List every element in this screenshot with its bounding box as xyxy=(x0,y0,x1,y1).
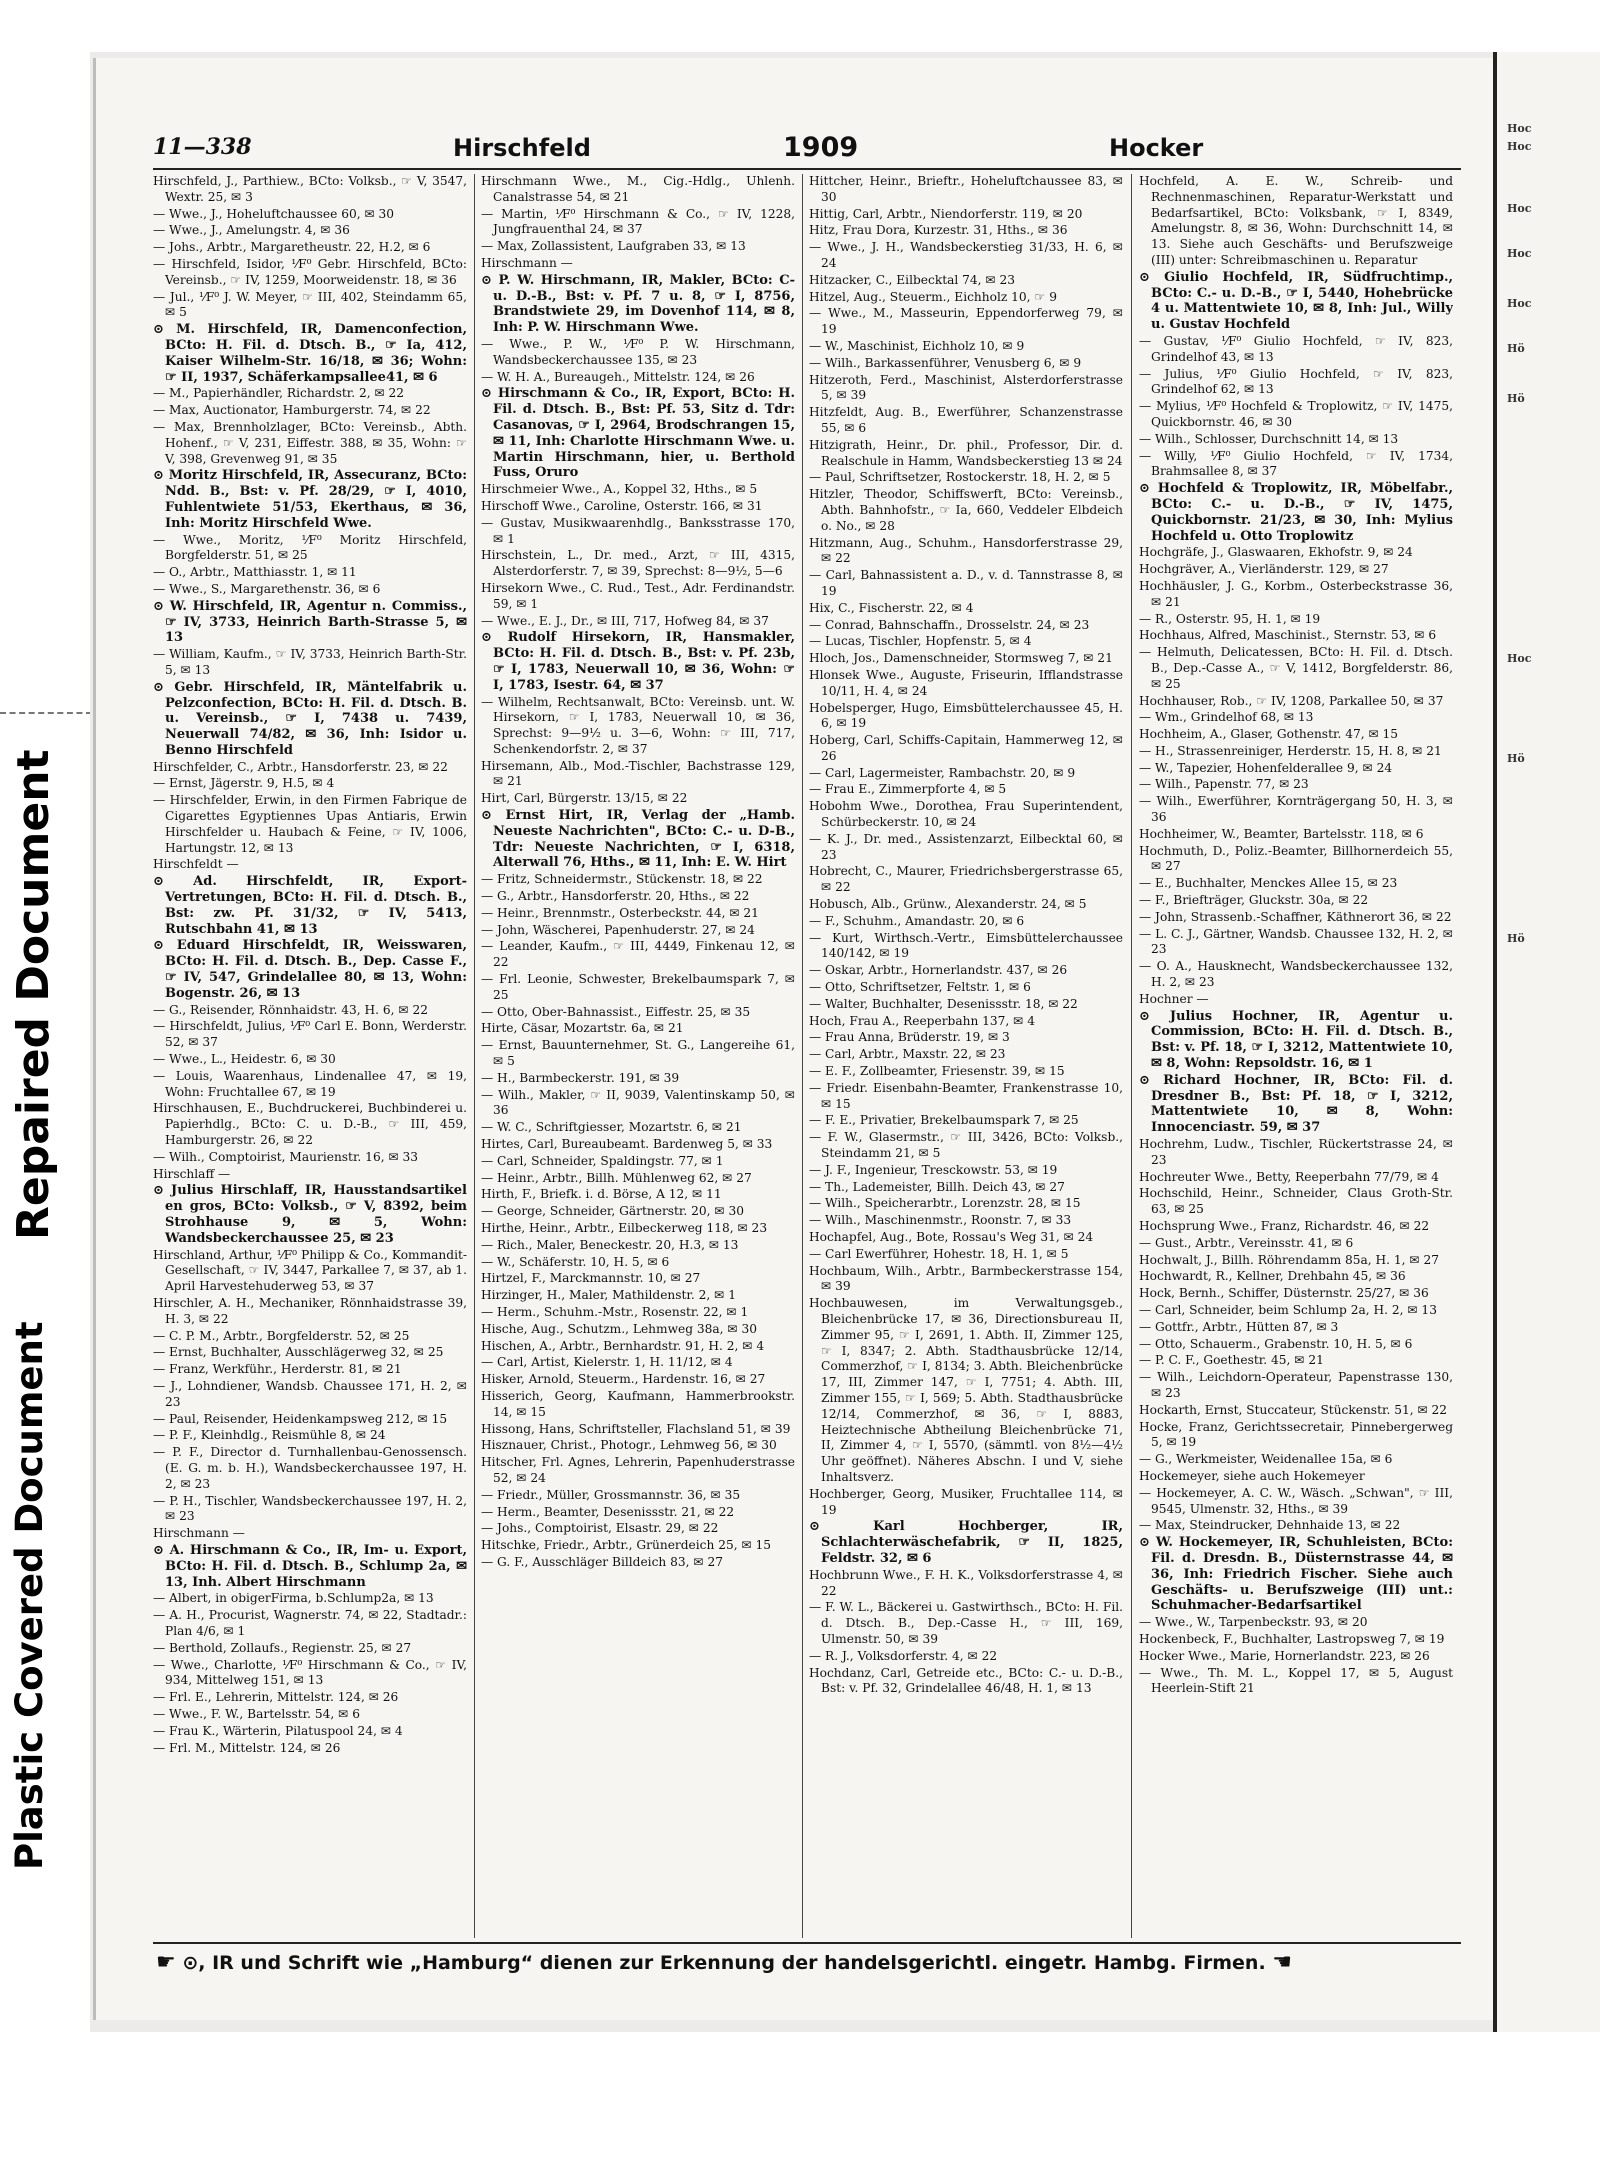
directory-entry: — G., Arbtr., Hansdorferstr. 20, Hths., ✉ 22 xyxy=(481,889,750,904)
directory-entry: — Frau K., Wärterin, Pilatuspool 24, ✉ 4 xyxy=(153,1723,403,1738)
directory-entry: — Max, Auctionator, Hamburgerstr. 74, ✉ 22 xyxy=(153,403,431,418)
directory-entry: — Berthold, Zollaufs., Regienstr. 25, ✉ 27 xyxy=(153,1640,412,1655)
adjacent-page-fragment: Hoc xyxy=(1507,202,1532,215)
directory-entry: — Lucas, Tischler, Hopfenstr. 5, ✉ 4 xyxy=(809,634,1032,649)
directory-entry: — J. F., Ingenieur, Tresckowstr. 53, ✉ 19 xyxy=(809,1162,1058,1177)
directory-entry: Hobusch, Alb., Grünw., Alexanderstr. 24, ✉ 5 xyxy=(809,897,1087,912)
directory-entry: Hochapfel, Aug., Bote, Rossau's Weg 31, ✉ 24 xyxy=(809,1230,1094,1244)
directory-entry: — Carl, Schneider, beim Schlump 2a, H. 2, ✉ 13 xyxy=(1139,1302,1437,1317)
directory-entry: Hochbaum, Wilh., Arbtr., Barmbeckerstrasse 154, ✉ 39 xyxy=(809,1263,1123,1294)
directory-entry: — John, Strassenb.-Schaffner, Käthnerort 36, ✉ 22 xyxy=(1139,909,1452,924)
directory-entry: Hisznauer, Christ., Photogr., Lehmweg 56, ✉ 30 xyxy=(481,1438,777,1453)
column-4 xyxy=(1139,174,1453,1938)
directory-entry: Hittig, Carl, Arbtr., Niendorferstr. 119, ✉ 20 xyxy=(809,206,1083,221)
firm-entry: ⊙ W. Hockemeyer, IR, Schuhleisten, BCto: Fil. d. Dresdn. B., Düsternstrasse 44, ✉ 36, Inh: Friedrich Fischer. Siehe auch Geschäfts- u. Berufszweige (III) unt.: Schuhmacher-Bedarfsartikel xyxy=(1139,1535,1453,1614)
directory-entry: Hlonsek Wwe., Auguste, Friseurin, Ifflandstrasse 10/11, H. 4, ✉ 24 xyxy=(809,667,1123,698)
directory-entry: — Friedr., Müller, Grossmannstr. 36, ✉ 35 xyxy=(481,1487,741,1502)
firm-entry: ⊙ M. Hirschfeld, IR, Damenconfection, BCto: H. Fil. d. Dtsch. B., ☞ Ia, 412, Kaiser Wilhelm-Str. 16/18, ✉ 36; Wohn: ☞ II, 1937, Schäferkampsallee41, ✉ 6 xyxy=(153,322,467,385)
adjacent-page-fragment: Hoc xyxy=(1507,122,1532,135)
directory-entry: Hochschild, Heinr., Schneider, Claus Groth-Str. 63, ✉ 25 xyxy=(1139,1186,1453,1217)
directory-entry: — Kurt, Wirthsch.-Vertr., Eimsbüttelerchaussee 140/142, ✉ 19 xyxy=(809,930,1123,961)
directory-entry: Hobohm Wwe., Dorothea, Frau Superintendent, Schürbeckerstr. 10, ✉ 24 xyxy=(809,799,1123,830)
footer-rule xyxy=(153,1942,1461,1944)
directory-entry: Hochbauwesen, im Verwaltungsgeb., Bleichenbrücke 17, ✉ 36, Directionsbureau II, Zimmer 95, ☞ I, 2691, 1. Abth. II, Zimmer 125, ☞ I, 8347; 2. Abth. Stadthausbrücke 12/14, Commerzhof, ☞ I, 8134; 3. Abth. Bleichenbrücke 17, III, Zimmer 147, ☞ I, 7751; 4. Abth. III, Zimmer 155, ☞ I, 569; 5. Abth. Stadthausbrücke 12/14, Commerzhof, ✉ 36, ☞ I, 8883, Heiztechnische Abtheilung Bleichenbrücke 71, II, Zimmer 4, ☞ I, 5570, (sämmtl. von 8½—4½ Uhr geöffnet). Näheres Abschn. I und V, siehe Inhaltsverz. xyxy=(809,1296,1123,1484)
directory-entry: Hitz, Frau Dora, Kurzestr. 31, Hths., ✉ 36 xyxy=(809,223,1068,238)
directory-entry: — Carl Ewerführer, Hohestr. 18, H. 1, ✉ 5 xyxy=(809,1246,1069,1261)
directory-entry: — Wwe., Th. M. L., Koppel 17, ✉ 5, August Heerlein-Stift 21 xyxy=(1139,1665,1453,1696)
adjacent-page-fragment: Hö xyxy=(1507,932,1525,945)
adjacent-page-fragment: Hoc xyxy=(1507,297,1532,310)
plastic-covered-document-label: Plastic Covered Document xyxy=(8,1321,51,1870)
directory-entry: Hirschfeldt — xyxy=(153,857,239,872)
directory-entry: Hochmuth, D., Poliz.-Beamter, Billhornerdeich 55, ✉ 27 xyxy=(1139,843,1453,874)
directory-entry: Hirsekorn Wwe., C. Rud., Test., Adr. Ferdinandstr. 59, ✉ 1 xyxy=(481,580,795,611)
directory-entry: Hitzeroth, Ferd., Maschinist, Alsterdorferstrasse 5, ✉ 39 xyxy=(809,372,1123,403)
directory-entry: Hische, Aug., Schutzm., Lehmweg 38a, ✉ 30 xyxy=(481,1321,758,1336)
directory-entry: — Ernst, Bauunternehmer, St. G., Langereihe 61, ✉ 5 xyxy=(481,1038,795,1069)
directory-entry: — Martin, ⅟F⁰ Hirschmann & Co., ☞ IV, 1228, Jungfrauenthal 24, ✉ 37 xyxy=(481,206,795,237)
adjacent-page-fragment: Hoc xyxy=(1507,247,1532,260)
directory-entry: Hoch, Frau A., Reeperbahn 137, ✉ 4 xyxy=(809,1013,1036,1028)
directory-entry: Hirschfeld, J., Parthiew., BCto: Volksb., ☞ V, 3547, Wextr. 25, ✉ 3 xyxy=(153,174,467,204)
firm-entry: ⊙ Eduard Hirschfeldt, IR, Weisswaren, BCto: H. Fil. d. Dtsch. B., Dep. Casse F., ☞ IV, 547, Grindelallee 80, ✉ 13, Wohn: Bogenstr. 26, ✉ 13 xyxy=(153,938,467,1001)
directory-entry: — Wwe., S., Margarethenstr. 36, ✉ 6 xyxy=(153,581,381,596)
directory-entry: — Wwe., J. H., Wandsbeckerstieg 31/33, H. 6, ✉ 24 xyxy=(809,240,1123,270)
directory-entry: — Wilh., Speicherarbtr., Lorenzstr. 28, ✉ 15 xyxy=(809,1196,1081,1211)
directory-entry: — Otto, Schriftsetzer, Feltstr. 1, ✉ 6 xyxy=(809,980,1031,995)
directory-entry: Hochheimer, W., Beamter, Bartelsstr. 118, ✉ 6 xyxy=(1139,826,1424,841)
directory-entry: — Walter, Buchhalter, Desenissstr. 18, ✉ 22 xyxy=(809,996,1078,1011)
directory-entry: — E., Buchhalter, Menckes Allee 15, ✉ 23 xyxy=(1139,876,1398,891)
firm-entry: ⊙ P. W. Hirschmann, IR, Makler, BCto: C- u. D.-B., Bst: v. Pf. 7 u. 8, ☞ I, 8756, Brandstwiete 29, im Dovenhof 114, ✉ 8, Inh: P. W. Hirschmann Wwe. xyxy=(481,272,795,336)
directory-entry: — Carl, Bahnassistent a. D., v. d. Tannstrasse 8, ✉ 19 xyxy=(809,568,1123,598)
directory-entry: — R., Osterstr. 95, H. 1, ✉ 19 xyxy=(1139,611,1321,626)
directory-entry: Hocke, Franz, Gerichtssecretair, Pinnebergerweg 5, ✉ 19 xyxy=(1139,1419,1453,1450)
directory-entry: Hockemeyer, siehe auch Hokemeyer xyxy=(1139,1468,1365,1483)
directory-entry: Hirsemann, Alb., Mod.-Tischler, Bachstrasse 129, ✉ 21 xyxy=(481,758,795,789)
directory-entry: — Conrad, Bahnschaffn., Drosselstr. 24, ✉ 23 xyxy=(809,617,1090,632)
directory-entry: Hirschmann Wwe., M., Cig.-Hdlg., Uhlenh. Canalstrasse 54, ✉ 21 xyxy=(481,174,795,204)
directory-entry: — G. F., Ausschläger Billdeich 83, ✉ 27 xyxy=(481,1554,723,1569)
directory-entry: Hirschoff Wwe., Caroline, Osterstr. 166, ✉ 31 xyxy=(481,498,763,513)
firm-entry: ⊙ W. Hirschfeld, IR, Agentur n. Commiss., ☞ IV, 3733, Heinrich Barth-Strasse 5, ✉ 13 xyxy=(153,598,467,646)
directory-entry: — J., Lohndiener, Wandsb. Chaussee 171, H. 2, ✉ 23 xyxy=(153,1378,467,1409)
directory-entry: Hobelsperger, Hugo, Eimsbüttelerchaussee 45, H. 6, ✉ 19 xyxy=(809,700,1123,731)
directory-entry: — P. C. F., Goethestr. 45, ✉ 21 xyxy=(1139,1353,1324,1368)
directory-entry: — E. F., Zollbeamter, Friesenstr. 39, ✉ 15 xyxy=(809,1064,1065,1079)
directory-entry: — W. H. A., Bureaugeh., Mittelstr. 124, ✉ 26 xyxy=(481,369,755,384)
last-entry-word: Hocker xyxy=(1109,134,1204,162)
page-footer xyxy=(156,1950,1456,1980)
directory-entry: Hisker, Arnold, Steuerm., Hardenstr. 16, ✉ 27 xyxy=(481,1372,766,1387)
directory-entry: Hitschke, Friedr., Arbtr., Grünerdeich 25, ✉ 15 xyxy=(481,1538,772,1553)
directory-entry: — Ernst, Buchhalter, Ausschlägerweg 32, ✉ 25 xyxy=(153,1345,444,1360)
directory-entry: — Gustav, Musikwaarenhdlg., Banksstrasse 170, ✉ 1 xyxy=(481,515,795,546)
directory-entry: — Frau Anna, Brüderstr. 19, ✉ 3 xyxy=(809,1030,1010,1045)
directory-entry: Hochrehm, Ludw., Tischler, Rückertstrasse 24, ✉ 23 xyxy=(1139,1137,1453,1167)
directory-entry: Hirtes, Carl, Bureaubeamt. Bardenweg 5, ✉ 33 xyxy=(481,1137,773,1152)
directory-entry: — F., Briefträger, Gluckstr. 30a, ✉ 22 xyxy=(1139,893,1369,908)
directory-entry: — Willy, ⅟F⁰ Giulio Hochfeld, ☞ IV, 1734, Brahmsallee 8, ✉ 37 xyxy=(1139,448,1453,479)
side-labels xyxy=(0,700,80,1910)
directory-entry: Hirzinger, H., Maler, Mathildenstr. 2, ✉ 1 xyxy=(481,1288,736,1303)
directory-entry: Hitzacker, C., Eilbecktal 74, ✉ 23 xyxy=(809,272,1015,287)
directory-entry: Hochhauser, Rob., ☞ IV, 1208, Parkallee 50, ✉ 37 xyxy=(1139,693,1444,708)
directory-entry: — Helmuth, Delicatessen, BCto: H. Fil. d. Dtsch. B., Dep.-Casse A., ☞ V, 1412, Borgfelderstr. 86, ✉ 25 xyxy=(1139,645,1453,691)
header-rule xyxy=(153,168,1461,170)
directory-entry: — R. J., Volksdorferstr. 4, ✉ 22 xyxy=(809,1648,998,1663)
footer-note: ⊙, IR und Schrift wie „Hamburg“ dienen zur Erkennung der handelsgerichtl. eingetr. Hambg. Firmen. xyxy=(182,1952,1266,1974)
directory-entry: — Max, Brennholzlager, BCto: Vereinsb., Abth. Hohenf., ☞ V, 231, Eiffestr. 388, ✉ 35, Wohn: ☞ V, 398, Grevenweg 91, ✉ 35 xyxy=(153,419,467,466)
directory-entry: Hirt, Carl, Bürgerstr. 13/15, ✉ 22 xyxy=(481,791,688,806)
directory-entry: — O. A., Hausknecht, Wandsbeckerchaussee 132, H. 2, ✉ 23 xyxy=(1139,959,1453,990)
directory-entry: — Friedr. Eisenbahn-Beamter, Frankenstrasse 10, ✉ 15 xyxy=(809,1080,1123,1111)
directory-entry: — Frl. E., Lehrerin, Mittelstr. 124, ✉ 26 xyxy=(153,1690,399,1705)
directory-entry: — Wwe., P. W., ⅟F⁰ P. W. Hirschmann, Wandsbeckerchaussee 135, ✉ 23 xyxy=(481,336,795,367)
firm-entry: ⊙ Giulio Hochfeld, IR, Südfruchtimp., BCto: C.- u. D.-B., ☞ I, 5440, Hohebrücke 4 u. Mattentwiete 10, ✉ 8, Inh: Jul., Willy u. Gustav Hochfeld xyxy=(1139,269,1453,333)
directory-entry: — Gottfr., Arbtr., Hütten 87, ✉ 3 xyxy=(1139,1319,1339,1334)
directory-entry: — P. F., Director d. Turnhallenbau-Genossensch. (E. G. m. b. H.), Wandsbeckerchaussee 197, H. 2, ✉ 23 xyxy=(153,1445,467,1491)
directory-entry: Hirschmann — xyxy=(481,255,573,270)
directory-entry: — Carl, Schneider, Spaldingstr. 77, ✉ 1 xyxy=(481,1153,724,1168)
first-entry-word: Hirschfeld xyxy=(453,134,591,162)
directory-entry: — F. W., Glasermstr., ☞ III, 3426, BCto: Volksb., Steindamm 21, ✉ 5 xyxy=(809,1130,1123,1161)
directory-entry: — William, Kaufm., ☞ IV, 3733, Heinrich Barth-Str. 5, ✉ 13 xyxy=(153,647,467,677)
firm-entry: ⊙ Rudolf Hirsekorn, IR, Hansmakler, BCto: H. Fil. d. Dtsch. B., Bst: v. Pf. 23b, ☞ I, 1783, Neuerwall 10, ✉ 36, Wohn: ☞ I, 1783, Isestr. 64, ✉ 37 xyxy=(481,630,795,693)
directory-entry: — Heinr., Brennmstr., Osterbeckstr. 44, ✉ 21 xyxy=(481,905,759,920)
directory-entry: — Max, Zollassistent, Laufgraben 33, ✉ 13 xyxy=(481,239,746,254)
directory-entry: Hitzigrath, Heinr., Dr. phil., Professor, Dir. d. Realschule in Hamm, Wandsbeckerstieg 13 ✉ 24 xyxy=(809,437,1123,468)
directory-entry: Hochner — xyxy=(1139,991,1209,1006)
directory-entry: — Hirschfeldt, Julius, ⅟F⁰ Carl E. Bonn, Werderstr. 52, ✉ 37 xyxy=(153,1019,467,1050)
adjacent-page-fragment: Hoc xyxy=(1507,140,1532,153)
directory-entry: — Franz, Werkführ., Herderstr. 81, ✉ 21 xyxy=(153,1362,402,1377)
directory-entry: Hitzfeldt, Aug. B., Ewerführer, Schanzenstrasse 55, ✉ 6 xyxy=(809,405,1123,435)
directory-entry: Hirschler, A. H., Mechaniker, Rönnhaidstrasse 39, H. 3, ✉ 22 xyxy=(153,1295,467,1326)
directory-entry: — W., Schäferstr. 10, H. 5, ✉ 6 xyxy=(481,1254,670,1269)
directory-entry: — P. H., Tischler, Wandsbeckerchaussee 197, H. 2, ✉ 23 xyxy=(153,1493,467,1524)
page-number: 11—338 xyxy=(153,134,252,160)
directory-entry: Hochhäusler, J. G., Korbm., Osterbeckstrasse 36, ✉ 21 xyxy=(1139,578,1453,609)
directory-entry: Hirschmeier Wwe., A., Koppel 32, Hths., ✉ 5 xyxy=(481,482,758,497)
firm-entry: ⊙ Hirschmann & Co., IR, Export, BCto: H. Fil. d. Dtsch. B., Bst: Pf. 53, Sitz d. Tdr: Casanovas, ☞ I, 2964, Brodschrangen 15, ✉ 11, Inh: Charlotte Hirschmann Wwe. u. Martin Hirschmann, hier, u. Berthold Fuss, Oruro xyxy=(481,386,795,481)
directory-entry: — W., Tapezier, Hohenfelderallee 9, ✉ 24 xyxy=(1139,760,1393,775)
directory-entry: — Julius, ⅟F⁰ Giulio Hochfeld, ☞ IV, 823, Grindelhof 62, ✉ 13 xyxy=(1139,366,1453,397)
directory-entry: — Th., Lademeister, Billh. Deich 43, ✉ 27 xyxy=(809,1179,1065,1194)
directory-entry: Hirschstein, L., Dr. med., Arzt, ☞ III, 4315, Alsterdorferstr. 7, ✉ 39, Sprechst: 8—9½, 5—6 xyxy=(481,548,795,579)
directory-entry: — Wilh., Ewerführer, Kornträgergang 50, H. 3, ✉ 36 xyxy=(1139,794,1453,825)
column-divider xyxy=(474,174,475,1938)
directory-entry: — Heinr., Arbtr., Billh. Mühlenweg 62, ✉ 27 xyxy=(481,1170,752,1185)
directory-entry: — Frl. M., Mittelstr. 124, ✉ 26 xyxy=(153,1740,341,1755)
directory-entry: — Wilh., Makler, ☞ II, 9039, Valentinskamp 50, ✉ 36 xyxy=(481,1087,795,1118)
column-divider xyxy=(802,174,803,1938)
directory-entry: Hirth, F., Briefk. i. d. Börse, A 12, ✉ 11 xyxy=(481,1187,722,1202)
directory-entry: Hockarth, Ernst, Stuccateur, Stückenstr. 51, ✉ 22 xyxy=(1139,1402,1448,1417)
directory-entry: Hochgräver, A., Vierländerstr. 129, ✉ 27 xyxy=(1139,562,1389,577)
column-2 xyxy=(481,174,795,1938)
directory-entry: Hochreuter Wwe., Betty, Reeperbahn 77/79, ✉ 4 xyxy=(1139,1169,1439,1184)
firm-entry: ⊙ Gebr. Hirschfeld, IR, Mäntelfabrik u. Pelzconfection, BCto: H. Fil. d. Dtsch. B. u. Vereinsb., ☞ I, 7438 u. 7439, Neuerwall 74/82, ✉ 36, Inh: Isidor u. Benno Hirschfeld xyxy=(153,679,467,758)
directory-entry: — Carl, Lagermeister, Rambachstr. 20, ✉ 9 xyxy=(809,765,1076,780)
directory-entry: Hockenbeck, F., Buchhalter, Lastropsweg 7, ✉ 19 xyxy=(1139,1631,1445,1646)
directory-entry: Hitzler, Theodor, Schiffswerft, BCto: Vereinsb., Abth. Bahnhofstr., ☞ Ia, 660, Veddeler Elbdeich o. No., ✉ 28 xyxy=(809,487,1123,533)
directory-entry: Hirschhausen, E., Buchdruckerei, Buchbinderei u. Papierhdlg., BCto: C. u. D.-B., ☞ III, 459, Hamburgerstr. 26, ✉ 22 xyxy=(153,1101,467,1148)
directory-entry: — Paul, Schriftsetzer, Rostockerstr. 18, H. 2, ✉ 5 xyxy=(809,470,1111,485)
directory-entry: — Hirschfeld, Isidor, ⅟F⁰ Gebr. Hirschfeld, BCto: Vereinsb., ☞ IV, 1259, Moorweidenstr. 18, ✉ 36 xyxy=(153,256,467,287)
adjacent-page-strip xyxy=(1497,52,1600,2032)
directory-entry: Hock, Bernh., Schiffer, Düsternstr. 25/27, ✉ 36 xyxy=(1139,1286,1429,1301)
directory-entry: Hloch, Jos., Damenschneider, Stormsweg 7, ✉ 21 xyxy=(809,651,1113,666)
directory-entry: — George, Schneider, Gärtnerstr. 20, ✉ 30 xyxy=(481,1204,745,1219)
adjacent-page-fragment: Hö xyxy=(1507,752,1525,765)
directory-entry: Hochheim, A., Glaser, Gothenstr. 47, ✉ 15 xyxy=(1139,727,1399,742)
directory-entry: — Gust., Arbtr., Vereinsstr. 41, ✉ 6 xyxy=(1139,1235,1354,1250)
directory-entry: — Albert, in obigerFirma, b.Schlump2a, ✉ 13 xyxy=(153,1591,434,1606)
directory-entry: — Wwe., J., Amelungstr. 4, ✉ 36 xyxy=(153,223,350,238)
directory-entry: — Frau E., Zimmerpforte 4, ✉ 5 xyxy=(809,782,1007,797)
directory-entry: — Gustav, ⅟F⁰ Giulio Hochfeld, ☞ IV, 823, Grindelhof 43, ✉ 13 xyxy=(1139,333,1453,364)
directory-entry: — Mylius, ⅟F⁰ Hochfeld & Troplowitz, ☞ IV, 1475, Quickbornstr. 46, ✉ 30 xyxy=(1139,399,1453,429)
directory-entry: — W. C., Schriftgiesser, Mozartstr. 6, ✉ 21 xyxy=(481,1120,742,1135)
directory-entry: — M., Papierhändler, Richardstr. 2, ✉ 22 xyxy=(153,386,405,401)
firm-entry: ⊙ A. Hirschmann & Co., IR, Im- u. Export, BCto: H. Fil. d. Dtsch. B., Schlump 2a, ✉ 13, Inh. Albert Hirschmann xyxy=(153,1542,467,1590)
firm-entry: ⊙ Karl Hochberger, IR, Schlachterwäschefabrik, ☞ II, 1825, Feldstr. 32, ✉ 6 xyxy=(809,1519,1123,1566)
directory-entry: Hochwalt, J., Billh. Röhrendamm 85a, H. 1, ✉ 27 xyxy=(1139,1252,1439,1267)
pointing-hand-left-icon: ☛ xyxy=(156,1950,176,1975)
repaired-document-label: Repaired Document xyxy=(8,749,59,1240)
directory-entry: — Wilhelm, Rechtsanwalt, BCto: Vereinsb. unt. W. Hirsekorn, ☞ I, 1783, Neuerwall 10, ✉ 36, Sprechst: 9—9½ u. 3—6, Wohn: ☞ III, 717, Schenkendorfstr. 2, ✉ 37 xyxy=(481,694,795,756)
directory-entry: Hitzmann, Aug., Schuhm., Hansdorferstrasse 29, ✉ 22 xyxy=(809,535,1123,566)
directory-entry: Hischen, A., Arbtr., Bernhardstr. 91, H. 2, ✉ 4 xyxy=(481,1338,765,1353)
directory-entry: — Carl, Artist, Kielerstr. 1, H. 11/12, ✉ 4 xyxy=(481,1355,733,1370)
directory-entry: — F., Schuhm., Amandastr. 20, ✉ 6 xyxy=(809,913,1025,928)
directory-entry: Hochgräfe, J., Glaswaaren, Ekhofstr. 9, ✉ 24 xyxy=(1139,545,1413,560)
directory-entry: — Fritz, Schneidermstr., Stückenstr. 18, ✉ 22 xyxy=(481,872,763,887)
directory-entry: — Max, Steindrucker, Dehnhaide 13, ✉ 22 xyxy=(1139,1518,1401,1533)
directory-entry: Hirschfelder, C., Arbtr., Hansdorferstr. 23, ✉ 22 xyxy=(153,759,448,774)
directory-entry: — P. F., Kleinhdlg., Reismühle 8, ✉ 24 xyxy=(153,1428,386,1443)
directory-entry: — John, Wäscherei, Papenhuderstr. 27, ✉ 24 xyxy=(481,922,755,937)
directory-entry: Hochwardt, R., Kellner, Drehbahn 45, ✉ 36 xyxy=(1139,1269,1406,1284)
directory-entry: — W., Maschinist, Eichholz 10, ✉ 9 xyxy=(809,338,1025,353)
label-divider xyxy=(0,712,92,714)
directory-entry: — Oskar, Arbtr., Hornerlandstr. 437, ✉ 26 xyxy=(809,963,1068,978)
directory-entry: Hirthe, Heinr., Arbtr., Eilbeckerweg 118, ✉ 23 xyxy=(481,1221,768,1235)
directory-entry: — F. W. L., Bäckerei u. Gastwirthsch., BCto: H. Fil. d. Dtsch. B., Dep.-Casse H., ☞ III, 169, Ulmenstr. 50, ✉ 39 xyxy=(809,1600,1123,1646)
directory-entry: — H., Strassenreiniger, Herderstr. 15, H. 8, ✉ 21 xyxy=(1139,743,1442,758)
directory-entry: — A. H., Procurist, Wagnerstr. 74, ✉ 22, Stadtadr.: Plan 4/6, ✉ 1 xyxy=(153,1608,467,1638)
directory-entry: — Wwe., J., Hoheluftchaussee 60, ✉ 30 xyxy=(153,206,395,221)
directory-entry: — Wilh., Leichdorn-Operateur, Papenstrasse 130, ✉ 23 xyxy=(1139,1370,1453,1400)
directory-entry: Hissong, Hans, Schriftsteller, Flachsland 51, ✉ 39 xyxy=(481,1421,791,1436)
directory-entry: Hochfeld, A. E. W., Schreib- und Rechnenmaschinen, Reparatur-Werkstatt und Bedarfsartikel, BCto: Volksbank, ☞ I, 8349, Amelungstr. 8, ✉ 36, Wohn: Durchschnitt 14, ✉ 13. Siehe auch Geschäfts- und Berufszweige (III) unter: Schreibmaschinen u. Reparatur xyxy=(1139,174,1453,267)
directory-entry: — Otto, Schauerm., Grabenstr. 10, H. 5, ✉ 6 xyxy=(1139,1336,1413,1351)
directory-entry: — Frl. Leonie, Schwester, Brekelbaumspark 7, ✉ 25 xyxy=(481,972,795,1002)
directory-entry: Hoberg, Carl, Schiffs-Capitain, Hammerweg 12, ✉ 26 xyxy=(809,733,1123,763)
adjacent-page-fragment: Hoc xyxy=(1507,652,1532,665)
directory-entry: Hobrecht, C., Maurer, Friedrichsbergerstrasse 65, ✉ 22 xyxy=(809,864,1123,895)
directory-entry: — Johs., Comptoirist, Elsastr. 29, ✉ 22 xyxy=(481,1521,719,1536)
directory-entry: — Hockemeyer, A. C. W., Wäsch. „Schwan", ☞ III, 9545, Ulmenstr. 32, Hths., ✉ 39 xyxy=(1139,1485,1453,1516)
directory-entry: — C. P. M., Arbtr., Borgfelderstr. 52, ✉ 25 xyxy=(153,1328,410,1343)
column-1 xyxy=(153,174,467,1938)
directory-entry: Hirschlaff — xyxy=(153,1166,231,1181)
directory-entry: Hittcher, Heinr., Brieftr., Hoheluftchaussee 83, ✉ 30 xyxy=(809,174,1123,204)
directory-entry: — L. C. J., Gärtner, Wandsb. Chaussee 132, H. 2, ✉ 23 xyxy=(1139,926,1453,957)
directory-entry: — Wwe., Moritz, ⅟F⁰ Moritz Hirschfeld, Borgfelderstr. 51, ✉ 25 xyxy=(153,532,467,563)
directory-entry: Hochberger, Georg, Musiker, Fruchtallee 114, ✉ 19 xyxy=(809,1486,1123,1517)
entry-columns xyxy=(153,174,1461,1938)
directory-entry: — Wilh., Comptoirist, Maurienstr. 16, ✉ 33 xyxy=(153,1149,419,1164)
directory-entry: Hirschmann — xyxy=(153,1526,245,1541)
firm-entry: ⊙ Moritz Hirschfeld, IR, Assecuranz, BCto: Ndd. B., Bst: v. Pf. 28/29, ☞ I, 4010, Fuhlentwiete 51/53, Ekerthaus, ✉ 36, Inh: Moritz Hirschfeld Wwe. xyxy=(153,468,467,531)
scanned-sheet xyxy=(90,52,1600,2032)
directory-entry: — Jul., ⅟F⁰ J. W. Meyer, ☞ III, 402, Steindamm 65, ✉ 5 xyxy=(153,289,467,320)
directory-entry: — Hirschfelder, Erwin, in den Firmen Fabrique de Cigarettes Egyptiennes Upas Antiaris, Erwin Hirschfelder u. Haubach & Feine, ☞ IV, 1006, Hartungstr. 12, ✉ 13 xyxy=(153,793,467,855)
directory-entry: — Wwe., F. W., Bartelsstr. 54, ✉ 6 xyxy=(153,1706,360,1721)
directory-entry: — Louis, Waarenhaus, Lindenallee 47, ✉ 19, Wohn: Fruchtallee 67, ✉ 19 xyxy=(153,1068,467,1099)
firm-entry: ⊙ Julius Hochner, IR, Agentur u. Commission, BCto: H. Fil. d. Dtsch. B., Bst: v. Pf. 18, ☞ I, 3212, Mattentwiete 10, ✉ 8, Wohn: Repsoldstr. 16, ✉ 1 xyxy=(1139,1008,1453,1072)
directory-entry: — Rich., Maler, Beneckestr. 20, H.3, ✉ 13 xyxy=(481,1237,739,1252)
directory-entry: — Wwe., Charlotte, ⅟F⁰ Hirschmann & Co., ☞ IV, 934, Mittelweg 151, ✉ 13 xyxy=(153,1657,467,1688)
directory-entry: Hochsprung Wwe., Franz, Richardstr. 46, ✉ 22 xyxy=(1139,1219,1430,1233)
directory-entry: — Wm., Grindelhof 68, ✉ 13 xyxy=(1139,710,1314,725)
firm-entry: ⊙ Hochfeld & Troplowitz, IR, Möbelfabr., BCto: C.- u. D.-B., ☞ IV, 1475, Quickbornstr. 21/23, ✉ 30, Inh: Mylius Hochfeld u. Otto Troplowitz xyxy=(1139,481,1453,544)
directory-entry: — Wwe., W., Tarpenbeckstr. 93, ✉ 20 xyxy=(1139,1615,1368,1630)
directory-page xyxy=(93,58,1493,2020)
directory-entry: — Wilh., Barkassenführer, Venusberg 6, ✉ 9 xyxy=(809,355,1082,370)
directory-entry: — Wilh., Papenstr. 77, ✉ 23 xyxy=(1139,777,1309,792)
directory-entry: — G., Werkmeister, Weidenallee 15a, ✉ 6 xyxy=(1139,1452,1393,1467)
directory-entry: — Johs., Arbtr., Margaretheustr. 22, H.2, ✉ 6 xyxy=(153,240,431,255)
directory-entry: — Herm., Beamter, Desenissstr. 21, ✉ 22 xyxy=(481,1504,735,1519)
column-3 xyxy=(809,174,1123,1938)
directory-entry: Hirtzel, F., Marckmannstr. 10, ✉ 27 xyxy=(481,1271,701,1286)
directory-entry: Hochhaus, Alfred, Maschinist., Sternstr. 53, ✉ 6 xyxy=(1139,628,1437,643)
pointing-hand-right-icon: ☚ xyxy=(1272,1950,1293,1975)
directory-entry: — Herm., Schuhm.-Mstr., Rosenstr. 22, ✉ 1 xyxy=(481,1304,749,1319)
year: 1909 xyxy=(783,132,859,163)
column-divider xyxy=(1131,174,1132,1938)
directory-entry: Hisserich, Georg, Kaufmann, Hammerbrookstr. 14, ✉ 15 xyxy=(481,1388,795,1419)
directory-entry: Hochbrunn Wwe., F. H. K., Volksdorferstrasse 4, ✉ 22 xyxy=(809,1567,1123,1598)
directory-entry: — F. E., Privatier, Brekelbaumspark 7, ✉ 25 xyxy=(809,1113,1079,1128)
directory-entry: — Wwe., M., Masseurin, Eppendorferweg 79, ✉ 19 xyxy=(809,306,1123,337)
directory-entry: Hitzel, Aug., Steuerm., Eichholz 10, ☞ 9 xyxy=(809,289,1057,304)
directory-entry: — Wwe., E. J., Dr., ✉ III, 717, Hofweg 84, ✉ 37 xyxy=(481,613,769,628)
adjacent-page-fragment: Hö xyxy=(1507,392,1525,405)
directory-entry: — Wwe., L., Heidestr. 6, ✉ 30 xyxy=(153,1052,336,1067)
directory-entry: — G., Reisender, Rönnhaidstr. 43, H. 6, ✉ 22 xyxy=(153,1002,428,1017)
directory-entry: — Paul, Reisender, Heidenkampsweg 212, ✉ 15 xyxy=(153,1411,448,1426)
directory-entry: Hitscher, Frl. Agnes, Lehrerin, Papenhuderstrasse 52, ✉ 24 xyxy=(481,1455,795,1485)
adjacent-page-fragment: Hö xyxy=(1507,342,1525,355)
directory-entry: — Leander, Kaufm., ☞ III, 4449, Finkenau 12, ✉ 22 xyxy=(481,939,795,970)
firm-entry: ⊙ Richard Hochner, IR, BCto: Fil. d. Dresdner B., Bst: Pf. 18, ☞ I, 3212, Mattentwiete 10, ✉ 8, Wohn: Innocenciastr. 59, ✉ 37 xyxy=(1139,1072,1453,1136)
directory-entry: — Wilh., Maschinenmstr., Roonstr. 7, ✉ 33 xyxy=(809,1213,1072,1228)
firm-entry: ⊙ Ernst Hirt, IR, Verlag der „Hamb. Neueste Nachrichten", BCto: C.- u. D-B., Tdr: Neueste Nachrichten, ☞ I, 6318, Alterwall 76, Hths., ✉ 11, Inh: E. W. Hirt xyxy=(481,808,795,871)
directory-entry: Hirte, Cäsar, Mozartstr. 6a, ✉ 21 xyxy=(481,1021,684,1036)
page-header xyxy=(153,124,1453,164)
directory-entry: — K. J., Dr. med., Assistenzarzt, Eilbecktal 60, ✉ 23 xyxy=(809,831,1123,862)
directory-entry: Hix, C., Fischerstr. 22, ✉ 4 xyxy=(809,600,974,615)
directory-entry: — Carl, Arbtr., Maxstr. 22, ✉ 23 xyxy=(809,1047,1006,1062)
firm-entry: ⊙ Julius Hirschlaff, IR, Hausstandsartikel en gros, BCto: Volksb., ☞ V, 8392, beim Strohhause 9, ✉ 5, Wohn: Wandsbeckerchaussee 25, ✉ 23 xyxy=(153,1183,467,1246)
directory-entry: Hochdanz, Carl, Getreide etc., BCto: C.- u. D.-B., Bst: v. Pf. 32, Grindelallee 46/48, H. 1, ✉ 13 xyxy=(809,1665,1123,1696)
firm-entry: ⊙ Ad. Hirschfeldt, IR, Export-Vertretungen, BCto: H. Fil. d. Dtsch. B., Bst: zw. Pf. 31/32, ☞ IV, 5413, Rutschbahn 41, ✉ 13 xyxy=(153,874,467,937)
directory-entry: Hirschland, Arthur, ⅟F⁰ Philipp & Co., Kommandit-Gesellschaft, ☞ IV, 3447, Parkallee 7, ✉ 37, ab 1. April Harvestehuderweg 53, ✉ 37 xyxy=(153,1247,467,1294)
directory-entry: — Ernst, Jägerstr. 9, H.5, ✉ 4 xyxy=(153,776,335,791)
directory-entry: — O., Arbtr., Matthiasstr. 1, ✉ 11 xyxy=(153,565,357,580)
directory-entry: — Otto, Ober-Bahnassist., Eiffestr. 25, ✉ 35 xyxy=(481,1004,751,1019)
directory-entry: Hocker Wwe., Marie, Hornerlandstr. 223, ✉ 26 xyxy=(1139,1648,1430,1663)
directory-entry: — Wilh., Schlosser, Durchschnitt 14, ✉ 13 xyxy=(1139,431,1399,446)
directory-entry: — H., Barmbeckerstr. 191, ✉ 39 xyxy=(481,1070,680,1085)
